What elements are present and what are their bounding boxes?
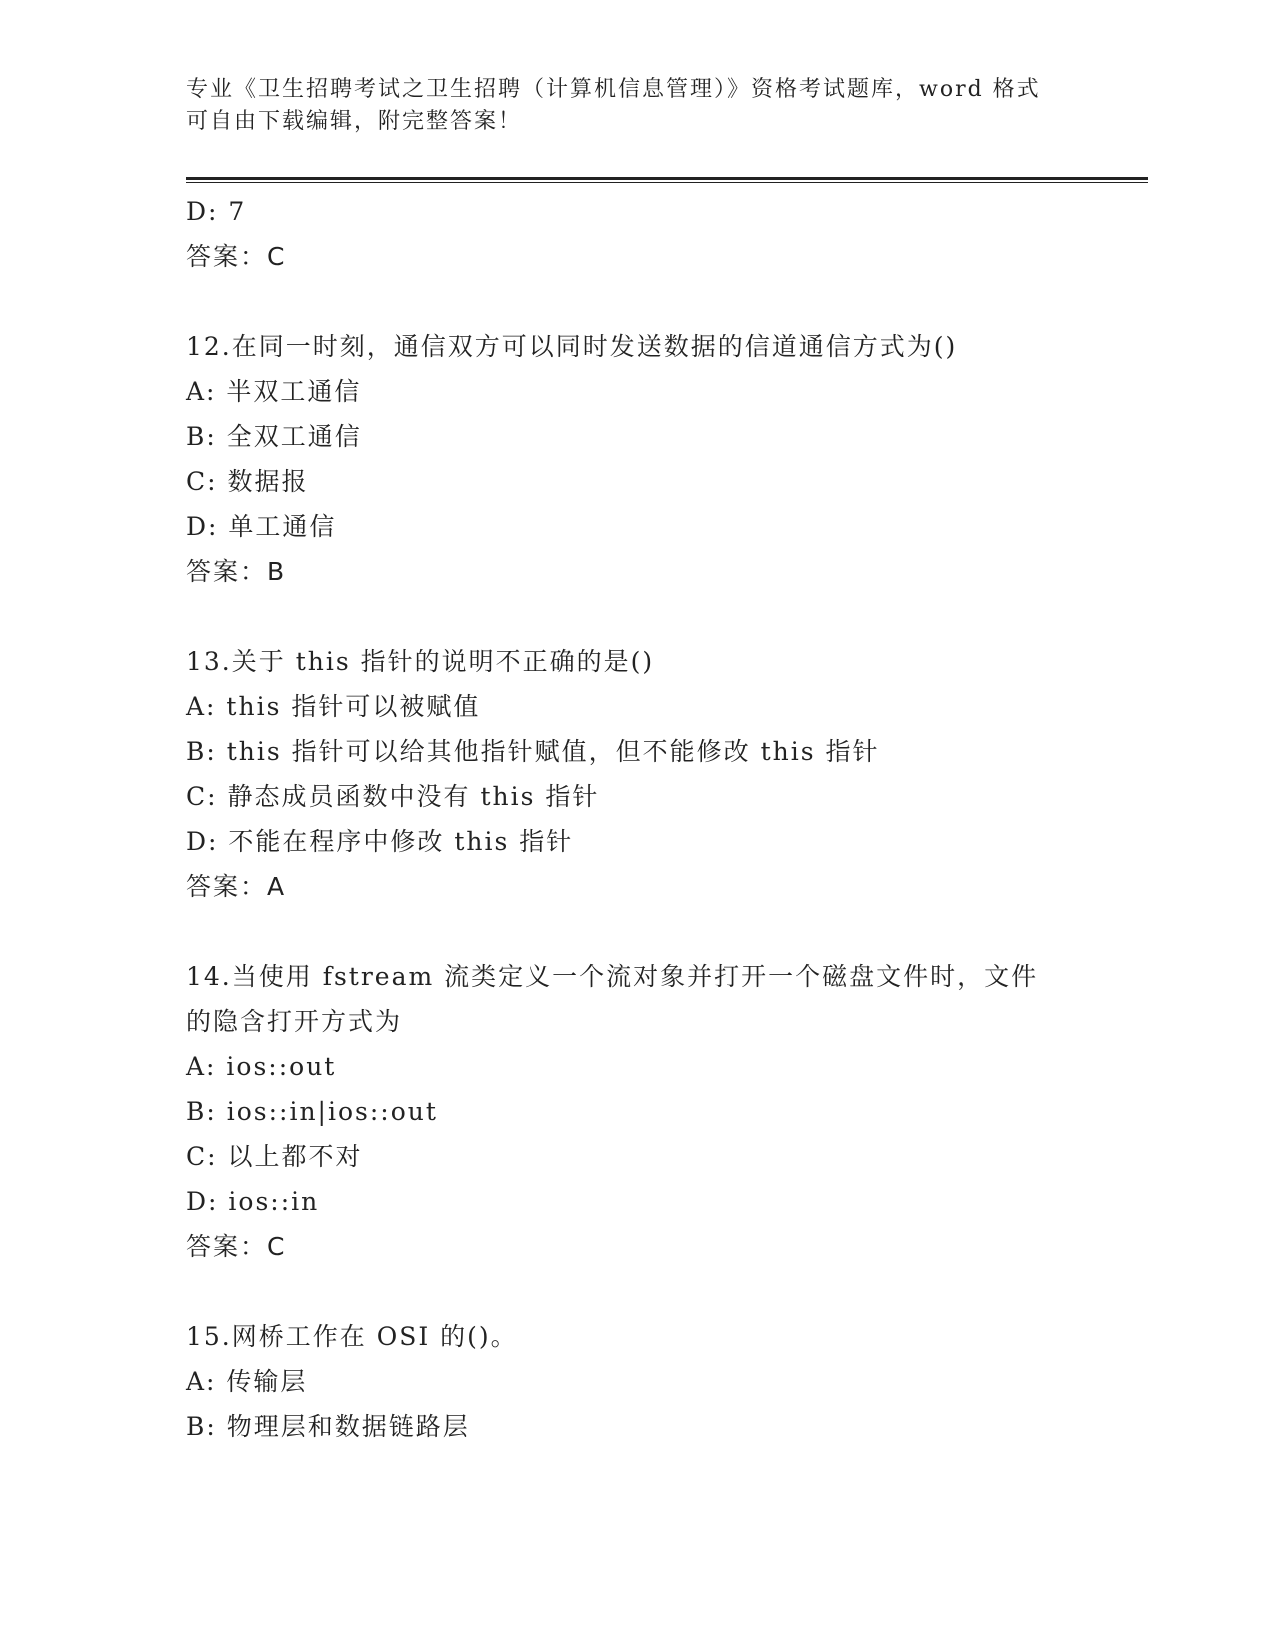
question-title-line-2: 的隐含打开方式为 bbox=[186, 1007, 403, 1036]
option-a: A: this 指针可以被赋值 bbox=[186, 692, 481, 721]
answer-line: 答案：C bbox=[186, 1232, 287, 1261]
question-13 bbox=[186, 639, 1086, 909]
question-list bbox=[186, 189, 1086, 1449]
option-c: C: 静态成员函数中没有 this 指针 bbox=[186, 782, 600, 811]
option-b: B: this 指针可以给其他指针赋值，但不能修改 this 指针 bbox=[186, 737, 880, 766]
option-b: B: 全双工通信 bbox=[186, 422, 362, 451]
option-d: D: 不能在程序中修改 this 指针 bbox=[186, 827, 574, 856]
question-15 bbox=[186, 1314, 1086, 1449]
option-c: C: 以上都不对 bbox=[186, 1142, 363, 1171]
option-d: D: 单工通信 bbox=[186, 512, 337, 541]
question-12 bbox=[186, 324, 1086, 594]
answer-line: 答案：C bbox=[186, 242, 287, 271]
spacer bbox=[186, 909, 1086, 954]
option-a: A: ios::out bbox=[186, 1052, 337, 1081]
option-a: A: 传输层 bbox=[186, 1367, 308, 1396]
header-line-2: 可自由下载编辑，附完整答案！ bbox=[186, 109, 523, 134]
question-title-line-1: 14.当使用 fstream 流类定义一个流对象并打开一个磁盘文件时，文件 bbox=[186, 962, 1039, 991]
spacer bbox=[186, 1269, 1086, 1314]
option-b: B: ios::in|ios::out bbox=[186, 1097, 438, 1126]
spacer bbox=[186, 279, 1086, 324]
spacer bbox=[186, 594, 1086, 639]
option-a: A: 半双工通信 bbox=[186, 377, 362, 406]
option-d: D: ios::in bbox=[186, 1187, 320, 1216]
answer-line: 答案：B bbox=[186, 557, 287, 586]
question-14 bbox=[186, 954, 1086, 1269]
header-divider-thick bbox=[186, 177, 1148, 180]
header-line-1: 专业《卫生招聘考试之卫生招聘（计算机信息管理）》资格考试题库，word 格式 bbox=[186, 77, 1041, 102]
document-header bbox=[186, 74, 1066, 138]
question-title: 15.网桥工作在 OSI 的()。 bbox=[186, 1322, 518, 1351]
option-c: C: 数据报 bbox=[186, 467, 309, 496]
option-b: B: 物理层和数据链路层 bbox=[186, 1412, 470, 1441]
question-title: 12.在同一时刻，通信双方可以同时发送数据的信道通信方式为() bbox=[186, 332, 958, 361]
answer-line: 答案：A bbox=[186, 872, 287, 901]
previous-question-tail bbox=[186, 189, 1086, 279]
header-divider-thin bbox=[186, 182, 1148, 183]
question-title: 13.关于 this 指针的说明不正确的是() bbox=[186, 647, 655, 676]
option-d: D: 7 bbox=[186, 197, 247, 226]
